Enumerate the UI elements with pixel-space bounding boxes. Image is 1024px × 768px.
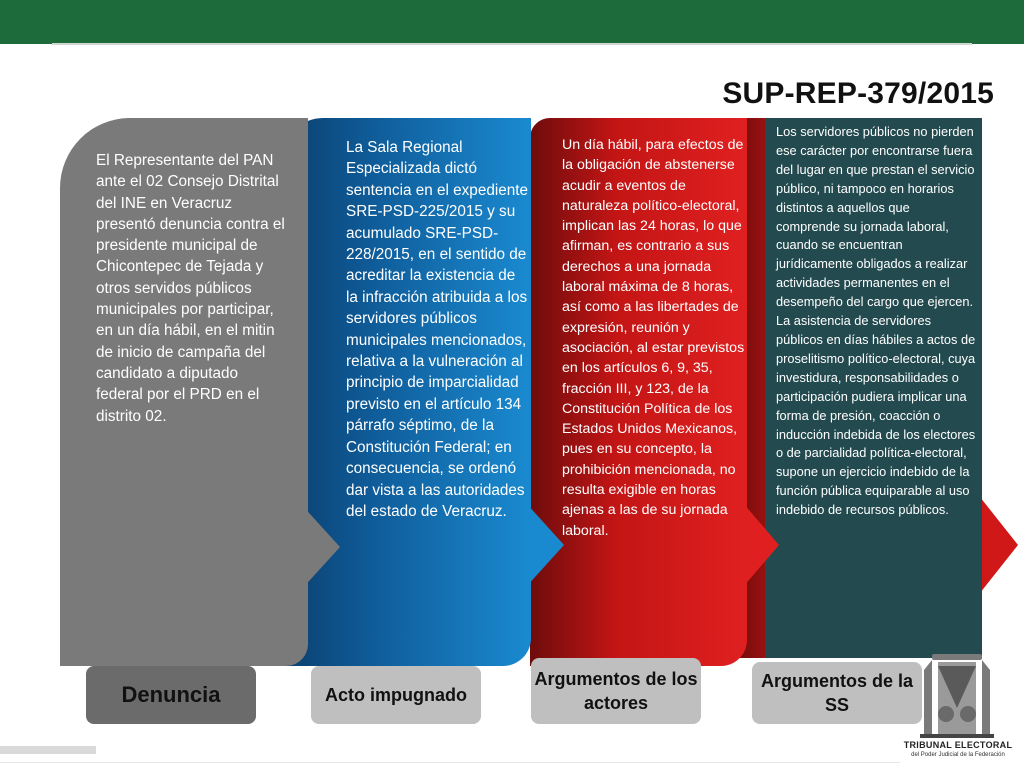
panel-denuncia-text: El Representante del PAN ante el 02 Consejo Distrital del INE en Veracruz presentó denuncia contra el presidente municipal de Chicontepec de Tejada y otros servidos públicos municipales por participar, en un día hábil, en el mitin de inicio de campaña del candidato a diputado federal por el PRD en el distrito 02. (96, 152, 285, 425)
panel-denuncia-arrow (300, 503, 340, 591)
label-denuncia: Denuncia (86, 666, 256, 724)
label-acto-impugnado: Acto impugnado (311, 666, 481, 724)
tribunal-logo-icon (894, 648, 1020, 768)
footer-bar (0, 746, 96, 754)
label-argumentos-ss: Argumentos de la SS (752, 662, 922, 724)
header-bar (0, 0, 1024, 44)
footer-line (0, 762, 900, 763)
logo-subtitle: del Poder Judicial de la Federación (911, 752, 1005, 758)
panel-acto-arrow (526, 503, 564, 587)
panel-argumentos-ss-text: Los servidores públicos no pierden ese carácter por encontrarse fuera del lugar en que prestan el servicio público, ni tampoco en horarios distintos a aquellos que comprende su jornada laboral, cuando se encuentran jurídicamente obligados a realizar actividades permanentes en el desempeño del cargo que ejercen. La asistencia de servidores públicos en días hábiles a actos de proselitismo político-electoral, cuya investidura, responsabilidades o participación pudiera implicar una forma de presión, coacción o inducción indebida de los electores o de parcialidad política-electoral, supone un ejercicio indebido de la función pública equiparable al uso indebido de recursos públicos. (776, 124, 976, 518)
panel-ss-arrow (980, 497, 1018, 593)
header-divider (52, 43, 972, 45)
logo-title: TRIBUNAL ELECTORAL (903, 740, 1013, 750)
label-argumentos-actores: Argumentos de los actores (531, 658, 701, 724)
panel-acto-impugnado-text: La Sala Regional Especializada dictó sentencia en el expediente SRE-PSD-225/2015 y su acumulado SRE-PSD-228/2015, en el sentido de acreditar la existencia de la infracción atribuida a los servidores públicos municipales mencionados, relativa a la vulneración al principio de imparcialidad previsto en el artículo 134 párrafo séptimo, de la Constitución Federal; en consecuencia, se ordenó dar vista a las autoridades del estado de Veracruz. (346, 139, 529, 520)
panel-actores-arrow (743, 503, 779, 587)
case-title: SUP-REP-379/2015 (722, 77, 994, 110)
panel-argumentos-actores-text: Un día hábil, para efectos de la obligación de abstenerse acudir a eventos de naturaleza político-electoral, implican las 24 horas, lo que afirman, es contrario a sus derechos a una jornada laboral máxima de 8 horas, así como a las libertades de expresión, reunión y asociación, al estar previstos en los artículos 6, 9, 35, fracción III, y 123, de la Constitución Política de los Estados Unidos Mexicanos, pues en su concepto, la prohibición mencionada, no resulta exigible en horas ajenas a las de su jornada laboral. (562, 137, 745, 539)
